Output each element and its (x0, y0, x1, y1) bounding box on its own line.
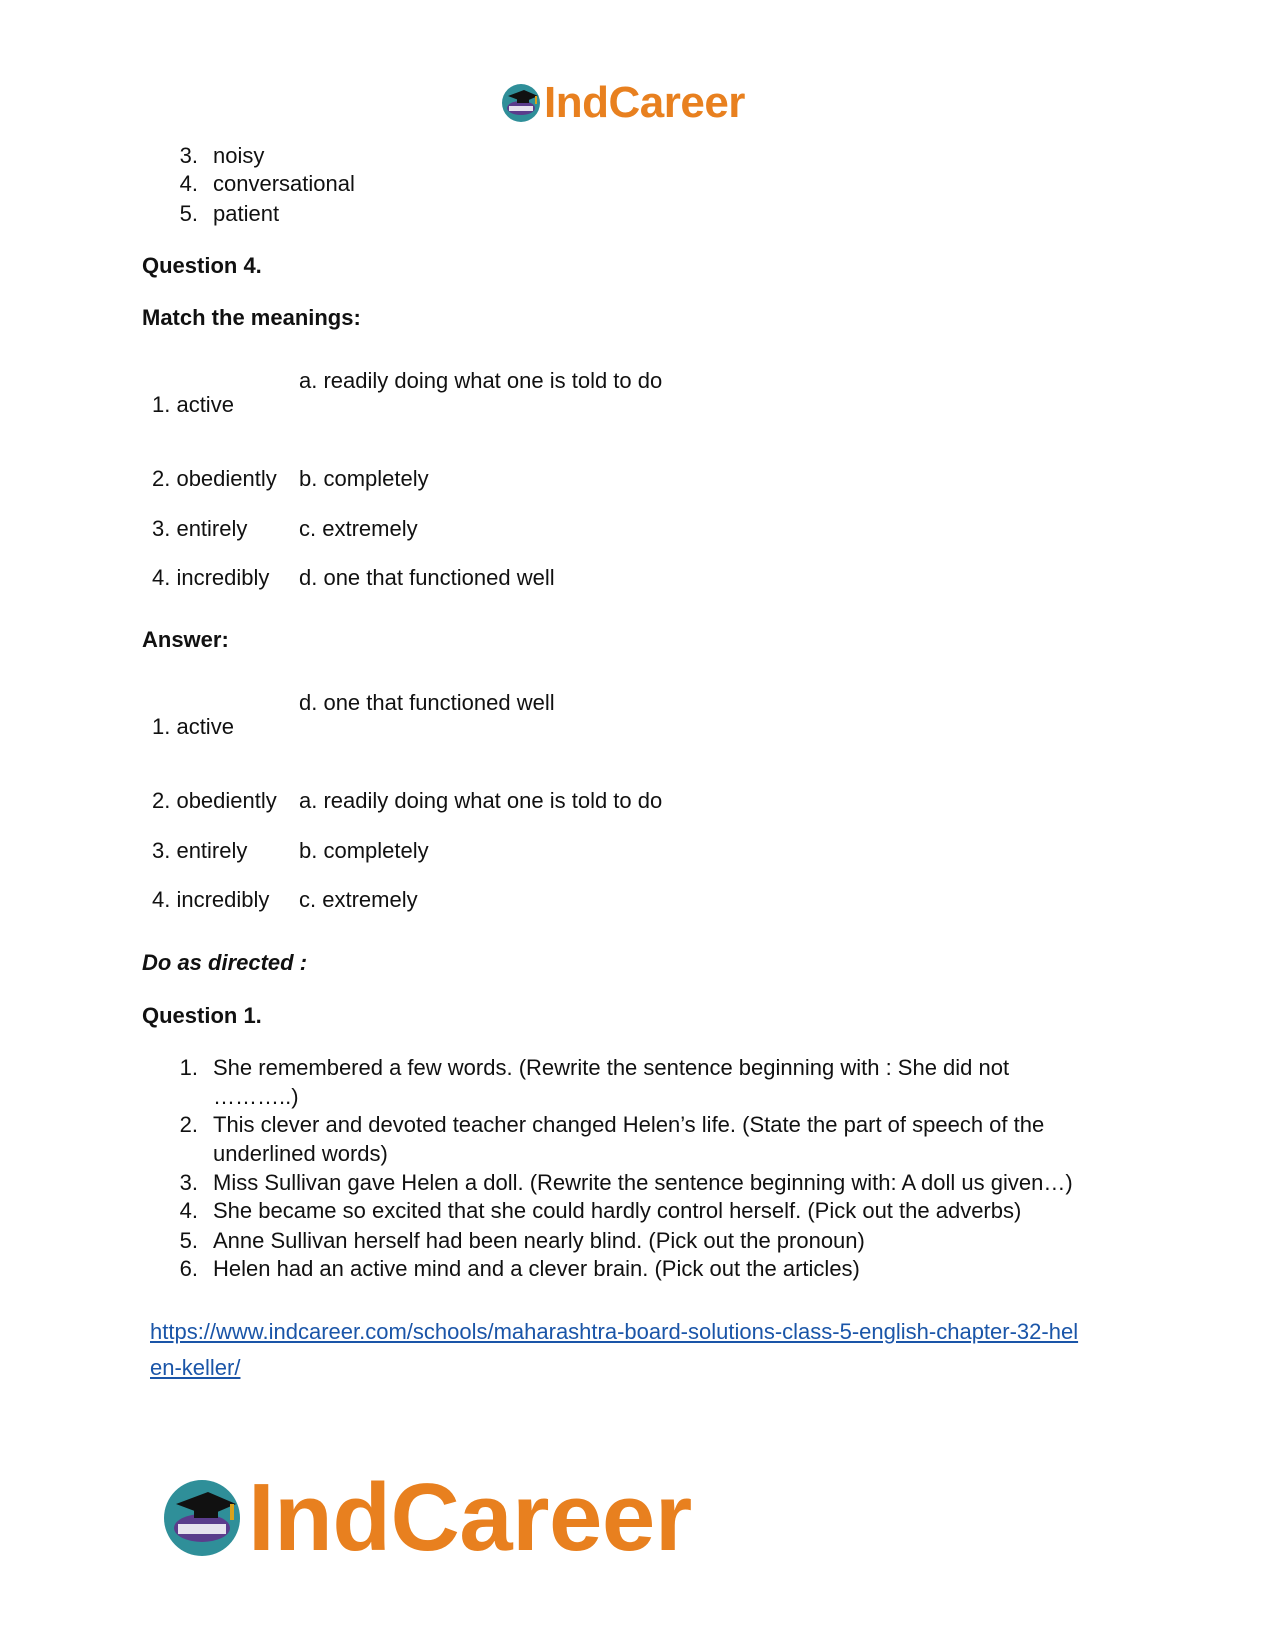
match-word: 3. entirely (152, 516, 248, 541)
brand-wordmark: IndCareer (544, 78, 745, 127)
list-number: 2. (179, 1112, 198, 1137)
list-number: 1. (179, 1055, 198, 1080)
answer-heading: Answer: (142, 627, 229, 652)
list-item: Anne Sullivan herself had been nearly blind. (Pick out the pronoun) (213, 1228, 865, 1253)
match-word: 2. obediently (152, 466, 277, 491)
question-4-heading: Question 4. (142, 253, 262, 278)
list-number: 4. (179, 1198, 198, 1223)
list-item-continuation: underlined words) (213, 1141, 388, 1166)
answer-word: 1. active (152, 714, 234, 739)
match-word: 1. active (152, 392, 234, 417)
match-meaning: d. one that functioned well (299, 565, 555, 590)
list-number: 3. (179, 143, 198, 168)
list-number: 4. (179, 171, 198, 196)
list-item: noisy (213, 143, 265, 168)
source-link-line-2[interactable]: en-keller/ (150, 1355, 241, 1380)
list-item: Helen had an active mind and a clever brain. (Pick out the articles) (213, 1256, 860, 1281)
footer-logo (160, 1464, 692, 1571)
match-meaning: b. completely (299, 466, 429, 491)
list-item: This clever and devoted teacher changed Helen’s life. (State the part of speech of the (213, 1112, 1045, 1137)
list-number: 5. (179, 201, 198, 226)
match-meaning: c. extremely (299, 516, 418, 541)
answer-word: 2. obediently (152, 788, 277, 813)
list-number: 6. (179, 1256, 198, 1281)
answer-word: 4. incredibly (152, 887, 270, 912)
list-number: 3. (179, 1170, 198, 1195)
list-number: 5. (179, 1228, 198, 1253)
match-meaning: a. readily doing what one is told to do (299, 368, 663, 393)
section-title: Do as directed : (142, 950, 308, 975)
source-link-line-1[interactable]: https://www.indcareer.com/schools/maharashtra-board-solutions-class-5-english-chapter-32-hel (150, 1319, 1079, 1344)
list-item: She remembered a few words. (Rewrite the sentence beginning with : She did not (213, 1055, 1010, 1080)
answer-meaning: d. one that functioned well (299, 690, 555, 715)
answer-meaning: b. completely (299, 838, 429, 863)
brand-wordmark: IndCareer (248, 1464, 692, 1571)
answer-word: 3. entirely (152, 838, 248, 863)
list-item: patient (213, 201, 280, 226)
header-logo (500, 78, 745, 128)
graduation-globe-icon (500, 82, 542, 124)
graduation-globe-icon (160, 1476, 244, 1560)
question-4-instruction: Match the meanings: (142, 305, 361, 330)
answer-meaning: c. extremely (299, 887, 418, 912)
question-1-heading: Question 1. (142, 1003, 262, 1028)
match-word: 4. incredibly (152, 565, 270, 590)
answer-meaning: a. readily doing what one is told to do (299, 788, 663, 813)
list-item: conversational (213, 171, 355, 196)
list-item: Miss Sullivan gave Helen a doll. (Rewrite the sentence beginning with: A doll us given…) (213, 1170, 1073, 1195)
list-item: She became so excited that she could hardly control herself. (Pick out the adverbs) (213, 1198, 1022, 1223)
list-item-continuation: ………..) (213, 1084, 299, 1109)
source-link[interactable] (150, 1314, 1150, 1386)
